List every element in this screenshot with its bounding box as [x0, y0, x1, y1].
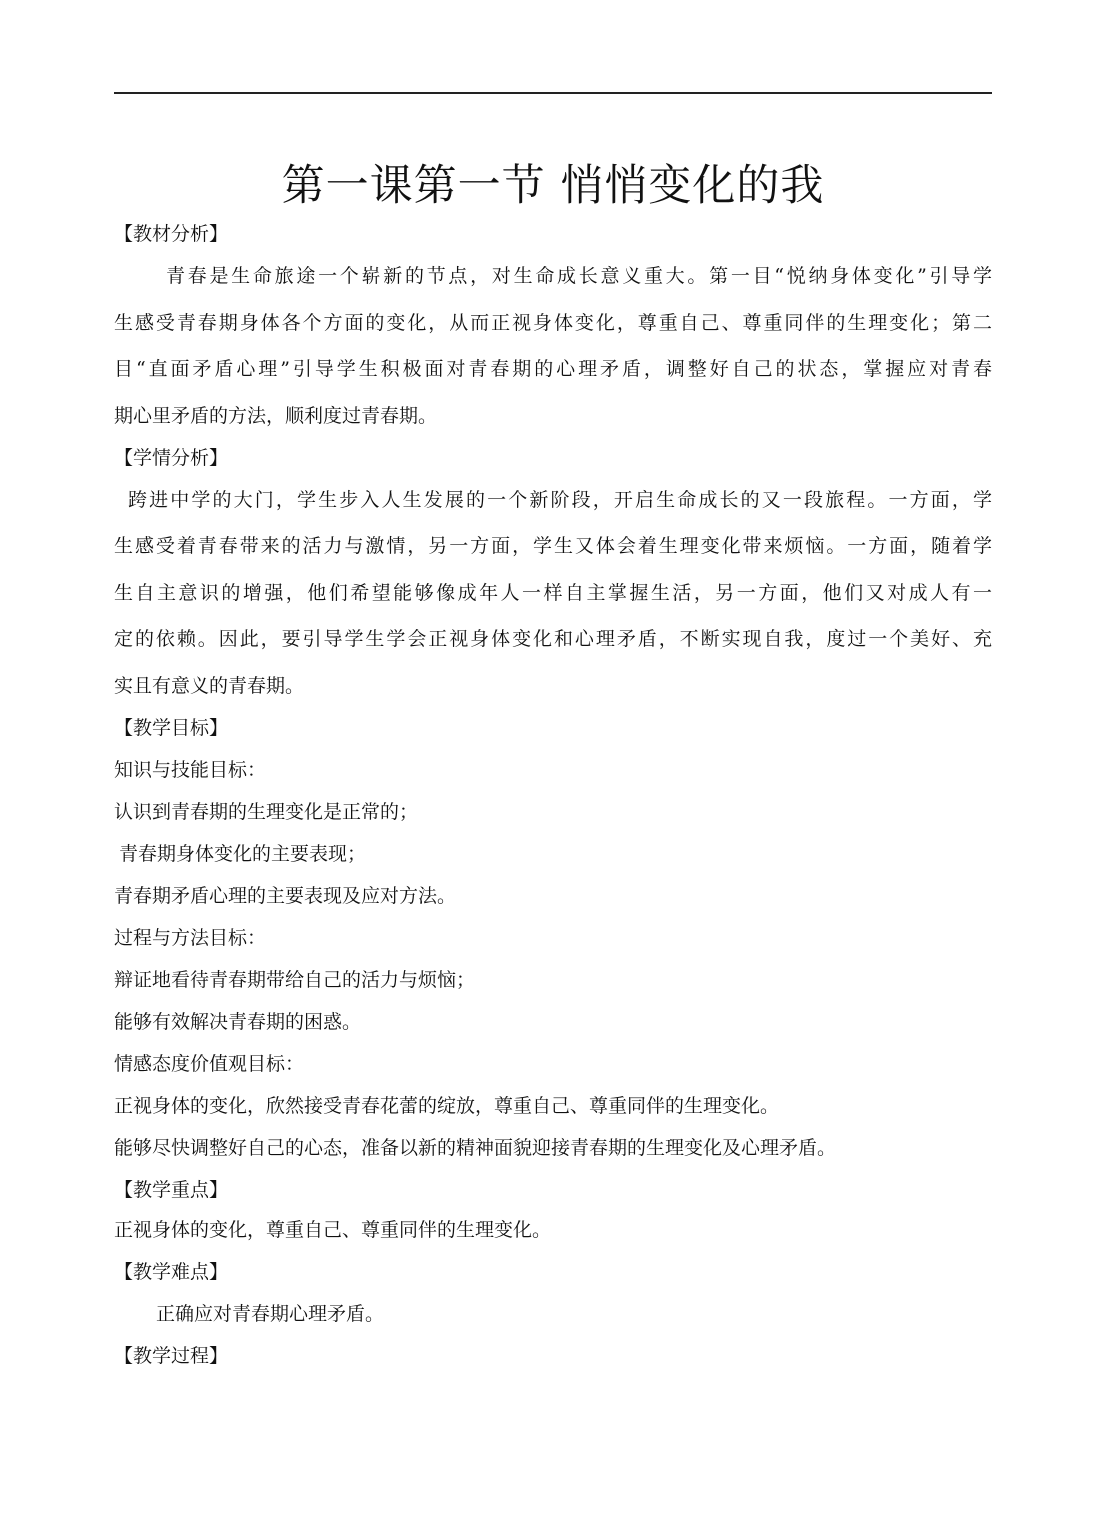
key-point-text: 正视身体的变化，尊重自己、尊重同伴的生理变化。: [114, 1219, 552, 1241]
goal-item: 青春期矛盾心理的主要表现及应对方法。: [114, 885, 457, 907]
goal-item: 正视身体的变化，欣然接受青春花蕾的绽放，尊重自己、尊重同伴的生理变化。: [114, 1095, 780, 1117]
goal-category-label: 知识与技能目标：: [114, 759, 267, 781]
paragraph-line: 青春是生命旅途一个崭新的节点，对生命成长意义重大。第一目“悦纳身体变化”引导学: [166, 265, 992, 287]
goal-item: 能够有效解决青春期的困惑。: [114, 1011, 362, 1033]
paragraph-line: 目“直面矛盾心理”引导学生积极面对青春期的心理矛盾，调整好自己的状态，掌握应对青春: [114, 358, 992, 380]
goal-item: 青春期身体变化的主要表现；: [119, 843, 367, 865]
goal-item: 认识到青春期的生理变化是正常的；: [114, 801, 419, 823]
paragraph-line: 跨进中学的大门，学生步入人生发展的一个新阶段，开启生命成长的又一段旅程。一方面，学: [128, 489, 992, 511]
difficulty-text: 正确应对青春期心理矛盾。: [156, 1303, 385, 1325]
paragraph-line: 生感受青春期身体各个方面的变化，从而正视身体变化，尊重自己、尊重同伴的生理变化；第二: [114, 312, 992, 334]
paragraph-line: 生感受着青春带来的活力与激情，另一方面，学生又体会着生理变化带来烦恼。一方面，随着学: [114, 535, 992, 557]
paragraph-line: 生自主意识的增强，他们希望能够像成年人一样自主掌握生活，另一方面，他们又对成人有一: [114, 582, 992, 604]
header-rule: [114, 92, 992, 94]
goal-item: 辩证地看待青春期带给自己的活力与烦恼；: [114, 969, 476, 991]
section-heading-textbook-analysis: 【教材分析】: [114, 223, 229, 245]
section-heading-process: 【教学过程】: [114, 1345, 229, 1367]
goal-item: 能够尽快调整好自己的心态，准备以新的精神面貌迎接青春期的生理变化及心理矛盾。: [114, 1137, 837, 1159]
page-title: 第一课第一节 悄悄变化的我: [281, 161, 825, 211]
section-heading-teaching-goals: 【教学目标】: [114, 717, 229, 739]
paragraph-line: 定的依赖。因此，要引导学生学会正视身体变化和心理矛盾，不断实现自我，度过一个美好、充: [114, 628, 992, 650]
section-heading-key-points: 【教学重点】: [114, 1179, 229, 1201]
paragraph-line: 实且有意义的青春期。: [114, 675, 305, 697]
paragraph-line: 期心里矛盾的方法，顺利度过青春期。: [114, 405, 438, 427]
goal-category-label: 情感态度价值观目标：: [114, 1053, 305, 1075]
section-heading-student-analysis: 【学情分析】: [114, 447, 229, 469]
section-heading-difficulties: 【教学难点】: [114, 1261, 229, 1283]
goal-category-label: 过程与方法目标：: [114, 927, 267, 949]
